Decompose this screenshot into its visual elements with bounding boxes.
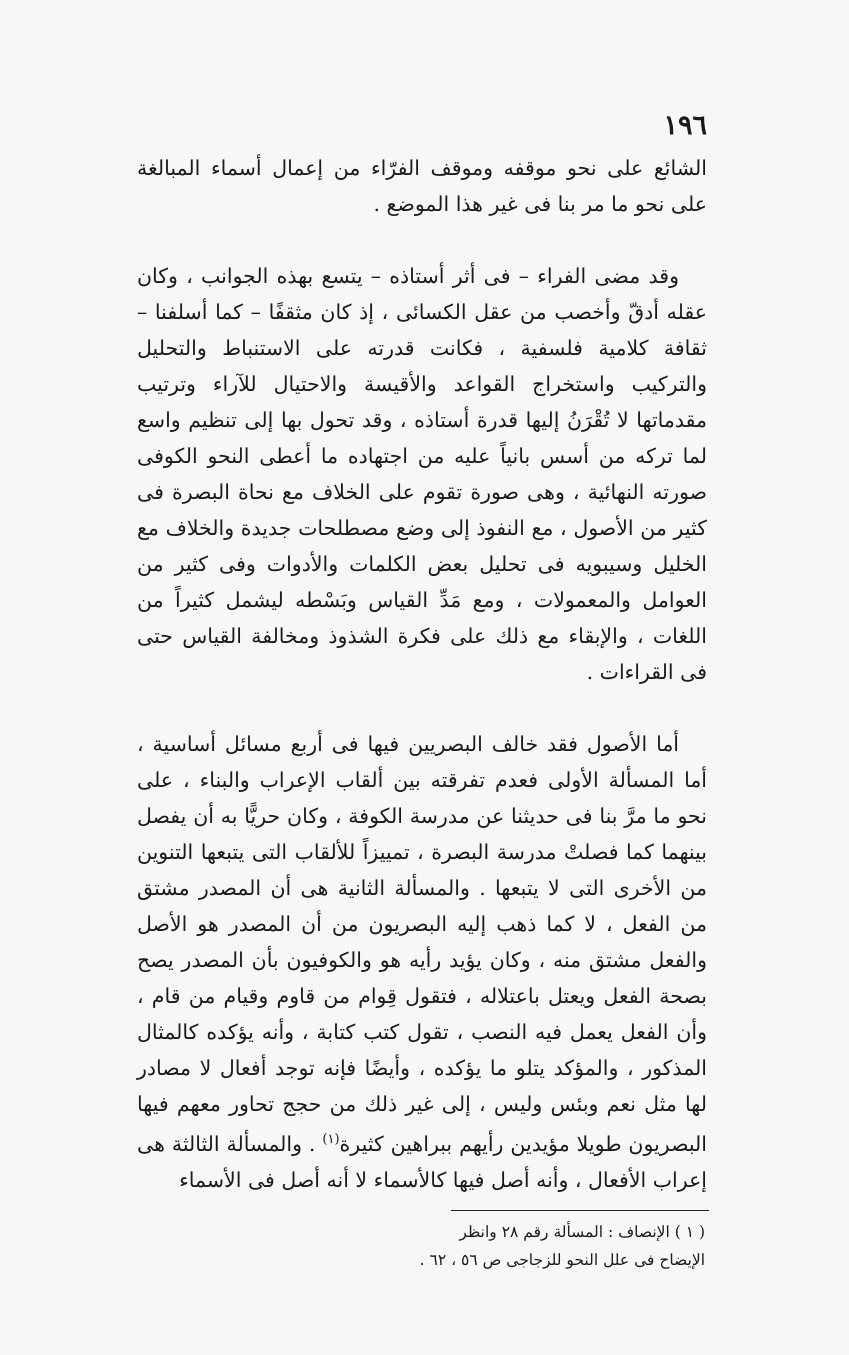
- paragraph-1: الشائع على نحو موقفه وموقف الفرّاء من إعمال أسماء المبالغة على نحو ما مر بنا فى غير هذا الموضع .: [137, 156, 707, 216]
- body-text: [137, 150, 707, 1198]
- footnote-marker: (١): [322, 1132, 340, 1147]
- paragraph-3-text: أما الأصول فقد خالف البصريين فيها فى أربع مسائل أساسية ، أما المسألة الأولى فعدم تفرقته بين ألقاب الإعراب والبناء ، على نحو ما مرَّ بنا فى حديثنا عن مدرسة الكوفة ، وكان حريًّا به أن يفصل بينهما كما فصلتْ مدرسة البصرة ، تمييزاً للألقاب التى يتبعها التنوين من الأخرى التى لا يتبعها . والمسألة الثانية هى أن المصدر مشتق من الفعل ، لا كما ذهب إليه البصريون من أن المصدر هو الأصل والفعل مشتق منه ، وكان يؤيد رأيه هو والكوفيون بأن المصدر يصح بصحة الفعل ويعتل باعتلاله ، فتقول قِوام من قاوم وقيام من قام ، وأن الفعل يعمل فيه النصب ، تقول كتب كتابة ، وأنه يؤكده كالمثال المذكور ، والمؤكد يتلو ما يؤكده ، وأيضًا فإنه توجد أفعال لا مصادر لها مثل نعم وبئس وليس ، إلى غير ذلك من حجج تحاور معهم فيها البصريون طويلا مؤيدين رأيهم ببراهين كثيرة: [137, 732, 707, 1156]
- footnote-divider: [451, 1210, 709, 1211]
- paragraph-3: [137, 726, 707, 1198]
- paragraph-2: وقد مضى الفراء – فى أثر أستاذه – يتسع بهذه الجوانب ، وكان عقله أدقّ وأخصب من عقل الكسائى ، إذ كان مثقفًا – كما أسلفنا – ثقافة كلامية فلسفية ، فكانت قدرته على الاستنباط والتحليل والتركيب واستخراج القواعد والأقيسة والاحتيال للآراء وترتيب مقدماتها لا تُقْرَنُ إليها قدرة أستاذه ، وقد تحول بها إلى تنظيم واسع لما تركه من أسس بانياً عليه من اجتهاده ما أعطى النحو الكوفى صورته النهائية ، وهى صورة تقوم على الخلاف مع نحاة البصرة فى كثير من الأصول ، مع النفوذ إلى وضع مصطلحات جديدة والخلاف مع الخليل وسيبويه فى تحليل بعض الكلمات والأدوات وفى كثير من العوامل والمعمولات ، ومع مَدِّ القياس وبَسْطه ليشمل كثيراً من اللغات ، والإبقاء مع ذلك على فكرة الشذوذ ومخالفة القياس حتى فى القراءات .: [137, 264, 707, 684]
- paragraph-3-continuation: . والمسألة الثالثة هى إعراب الأفعال ، وأنه أصل فيها كالأسماء لا أنه أصل فى الأسماء: [137, 1131, 707, 1192]
- footnote-line-2: الإيضاح فى علل النحو للزجاجى ص ٥٦ ، ٦٢ .: [419, 1251, 705, 1269]
- footnotes: [385, 1218, 705, 1274]
- page-number: ١٩٦: [663, 110, 707, 141]
- footnote-line-1: ( ١ ) الإنصاف : المسألة رقم ٢٨ وانظر: [459, 1223, 705, 1241]
